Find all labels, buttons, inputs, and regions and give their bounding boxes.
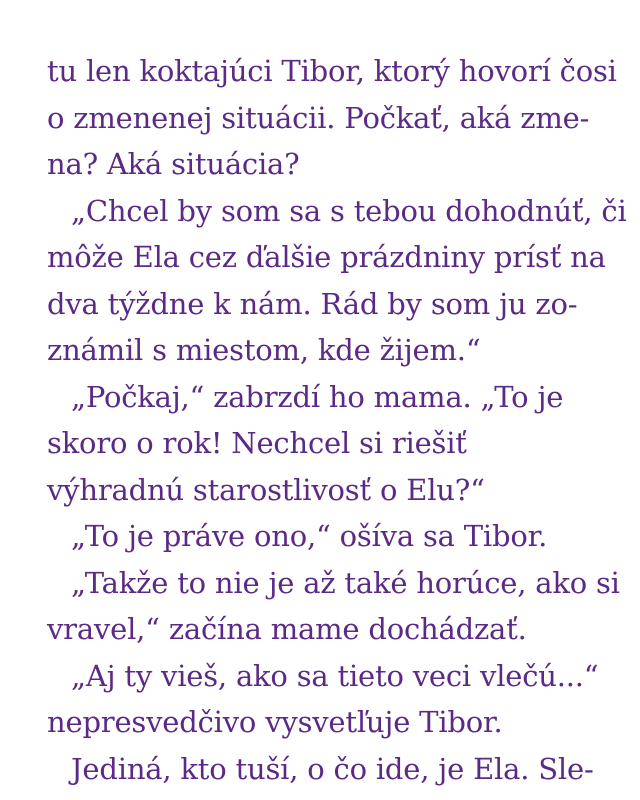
text-line-8: „Počkaj,“ zabrzdí ho mama. „To je — [71, 379, 564, 414]
text-line-2: o zmenenej situácii. Počkať, aká zme- — [47, 100, 590, 135]
text-line-9: skoro o rok! Nechcel si riešiť — [47, 426, 467, 460]
text-line-11: „To je práve ono,“ ošíva sa Tibor. — [71, 519, 548, 553]
text-line-13: vravel,“ začína mame dochádzať. — [47, 612, 527, 646]
body-text — [47, 48, 627, 792]
text-line-4: „Chcel by som sa s tebou dohodnúť, či — [71, 193, 627, 228]
text-line-6: dva týždne k nám. Rád by som ju zo- — [47, 286, 578, 321]
text-line-7: známil s miestom, kde žijem.“ — [47, 333, 481, 367]
text-line-3: na? Aká situácia? — [47, 147, 300, 181]
text-line-15: nepresvedčivo vysvetľuje Tibor. — [47, 705, 503, 739]
text-line-16: Jediná, kto tuší, o čo ide, je Ela. Sle- — [71, 751, 594, 786]
text-line-14: „Aj ty vieš, ako sa tieto veci vlečú...“ — [71, 658, 599, 693]
text-line-5: môže Ela cez ďalšie prázdniny prísť na — [47, 240, 606, 274]
text-line-1: tu len koktajúci Tibor, ktorý hovorí čosi — [47, 54, 617, 88]
text-line-12: „Takže to nie je až také horúce, ako si — [71, 565, 620, 600]
text-line-10: výhradnú starostlivosť o Elu?“ — [47, 472, 485, 507]
